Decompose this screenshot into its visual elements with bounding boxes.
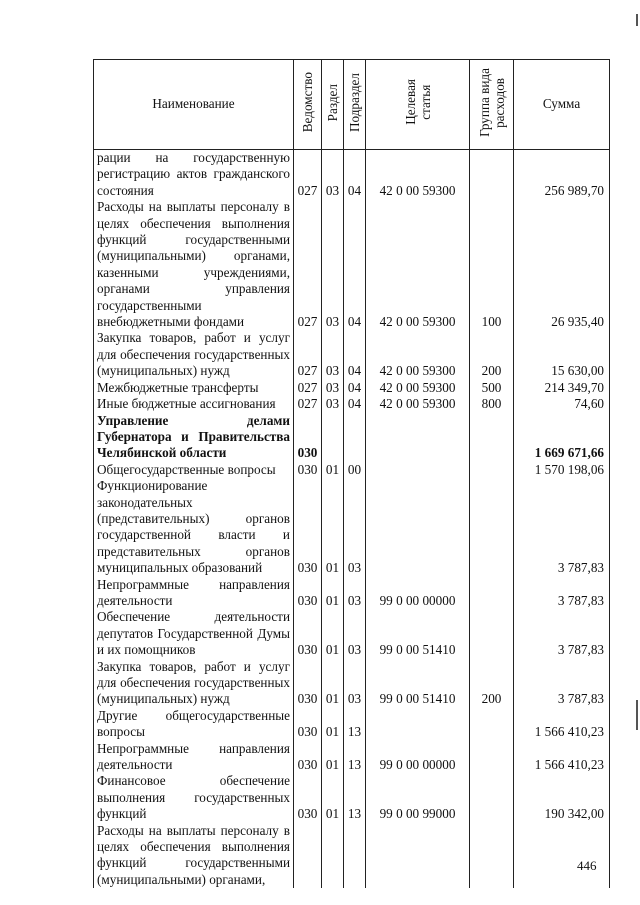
- table-row: [94, 609, 610, 658]
- row-celevaya-statya: 42 0 00 59300: [366, 330, 470, 379]
- row-podrazdel: 03: [344, 659, 366, 708]
- header-celevaya-statya-text: [403, 79, 433, 125]
- header-grp-line2: расходов: [491, 77, 507, 128]
- row-gruppa-vida: [470, 462, 514, 478]
- row-vedomstvo: 030: [294, 741, 322, 774]
- table-body: [94, 150, 610, 889]
- row-name: Закупка товаров, работ и услуг для обеспечения государственных (муниципальных) нужд: [94, 330, 294, 379]
- row-vedomstvo: 030: [294, 708, 322, 741]
- header-gruppa-vida: [470, 60, 514, 150]
- table-row: [94, 462, 610, 478]
- row-name: Функционирование законодательных (представительных) органов государственной власти и представительных органов муниципальных образований: [94, 478, 294, 576]
- row-sum: 1 669 671,66: [514, 413, 610, 462]
- table-row: [94, 413, 610, 462]
- table-row: [94, 773, 610, 822]
- row-gruppa-vida: [470, 150, 514, 200]
- row-gruppa-vida: 200: [470, 659, 514, 708]
- table-row: [94, 823, 610, 889]
- row-gruppa-vida: [470, 773, 514, 822]
- row-razdel: 03: [322, 396, 344, 412]
- row-podrazdel: 00: [344, 462, 366, 478]
- row-podrazdel: 03: [344, 609, 366, 658]
- row-podrazdel: 04: [344, 150, 366, 200]
- row-name: Другие общегосударственные вопросы: [94, 708, 294, 741]
- row-sum: 1 566 410,23: [514, 708, 610, 741]
- header-row: [94, 60, 610, 150]
- header-gruppa-vida-text: [477, 68, 507, 137]
- row-sum: 3 787,83: [514, 577, 610, 610]
- row-vedomstvo: 030: [294, 659, 322, 708]
- row-celevaya-statya: 42 0 00 59300: [366, 396, 470, 412]
- table-row: [94, 659, 610, 708]
- row-celevaya-statya: 42 0 00 59300: [366, 380, 470, 396]
- row-celevaya-statya: 99 0 00 00000: [366, 741, 470, 774]
- row-podrazdel: 04: [344, 380, 366, 396]
- row-vedomstvo: [294, 823, 322, 889]
- row-razdel: 03: [322, 150, 344, 200]
- table-row: [94, 330, 610, 379]
- row-name: Общегосударственные вопросы: [94, 462, 294, 478]
- header-podrazdel-text: Подраздел: [347, 72, 362, 132]
- row-celevaya-statya: 99 0 00 51410: [366, 609, 470, 658]
- row-sum: 15 630,00: [514, 330, 610, 379]
- row-vedomstvo: 027: [294, 396, 322, 412]
- row-vedomstvo: 027: [294, 199, 322, 330]
- row-podrazdel: 03: [344, 577, 366, 610]
- row-gruppa-vida: 100: [470, 199, 514, 330]
- row-vedomstvo: 030: [294, 773, 322, 822]
- scan-edge-mark: [636, 14, 638, 26]
- row-celevaya-statya: 99 0 00 00000: [366, 577, 470, 610]
- row-podrazdel: 04: [344, 396, 366, 412]
- row-vedomstvo: 030: [294, 478, 322, 576]
- row-podrazdel: 13: [344, 773, 366, 822]
- table-row: [94, 199, 610, 330]
- row-celevaya-statya: 99 0 00 51410: [366, 659, 470, 708]
- row-razdel: 01: [322, 609, 344, 658]
- row-gruppa-vida: [470, 708, 514, 741]
- row-name: Иные бюджетные ассигнования: [94, 396, 294, 412]
- row-podrazdel: [344, 823, 366, 889]
- row-gruppa-vida: 200: [470, 330, 514, 379]
- row-sum: 3 787,83: [514, 659, 610, 708]
- row-razdel: 03: [322, 330, 344, 379]
- row-celevaya-statya: [366, 413, 470, 462]
- row-gruppa-vida: [470, 741, 514, 774]
- row-name: Непрограммные направления деятельности: [94, 741, 294, 774]
- row-sum: 74,60: [514, 396, 610, 412]
- header-name: Наименование: [94, 60, 294, 150]
- row-vedomstvo: 027: [294, 380, 322, 396]
- row-sum: 190 342,00: [514, 773, 610, 822]
- row-name: Обеспечение деятельности депутатов Государственной Думы и их помощников: [94, 609, 294, 658]
- row-sum: 214 349,70: [514, 380, 610, 396]
- row-sum: 3 787,83: [514, 609, 610, 658]
- row-celevaya-statya: [366, 462, 470, 478]
- row-razdel: 01: [322, 659, 344, 708]
- row-sum: 256 989,70: [514, 150, 610, 200]
- row-razdel: 01: [322, 462, 344, 478]
- header-grp-line1: Группа вида: [476, 67, 492, 137]
- row-razdel: [322, 823, 344, 889]
- table-row: [94, 741, 610, 774]
- row-gruppa-vida: [470, 413, 514, 462]
- row-podrazdel: 13: [344, 708, 366, 741]
- header-podrazdel: [344, 60, 366, 150]
- row-name: Расходы на выплаты персоналу в целях обеспечения выполнения функций государственными (муниципальными) органами, казенными учреждениями, органами управления государственными внебюджетными фондами: [94, 199, 294, 330]
- table-row: [94, 478, 610, 576]
- row-sum: 1 566 410,23: [514, 741, 610, 774]
- row-vedomstvo: 030: [294, 462, 322, 478]
- table-row: [94, 708, 610, 741]
- row-podrazdel: [344, 413, 366, 462]
- row-celevaya-statya: [366, 823, 470, 889]
- row-sum: 26 935,40: [514, 199, 610, 330]
- row-vedomstvo: 030: [294, 413, 322, 462]
- row-name: Финансовое обеспечение выполнения государственных функций: [94, 773, 294, 822]
- header-cs-line1: Целевая: [402, 79, 418, 126]
- row-vedomstvo: 027: [294, 330, 322, 379]
- header-razdel: [322, 60, 344, 150]
- header-sum: Сумма: [514, 60, 610, 150]
- row-podrazdel: 13: [344, 741, 366, 774]
- row-razdel: 01: [322, 741, 344, 774]
- row-name: Закупка товаров, работ и услуг для обеспечения государственных (муниципальных) нужд: [94, 659, 294, 708]
- table-row: [94, 396, 610, 412]
- row-celevaya-statya: 99 0 00 99000: [366, 773, 470, 822]
- row-celevaya-statya: 42 0 00 59300: [366, 150, 470, 200]
- row-vedomstvo: 030: [294, 609, 322, 658]
- header-celevaya-statya: [366, 60, 470, 150]
- row-razdel: 01: [322, 478, 344, 576]
- row-name: Непрограммные направления деятельности: [94, 577, 294, 610]
- row-name: Управление делами Губернатора и Правительства Челябинской области: [94, 413, 294, 462]
- table-row: [94, 150, 610, 200]
- row-celevaya-statya: [366, 478, 470, 576]
- row-name: рации на государственную регистрацию актов гражданского состояния: [94, 150, 294, 200]
- budget-table: [93, 59, 610, 888]
- row-celevaya-statya: 42 0 00 59300: [366, 199, 470, 330]
- row-razdel: [322, 413, 344, 462]
- header-vedomstvo: [294, 60, 322, 150]
- row-sum: [514, 823, 610, 889]
- header-razdel-text: Раздел: [325, 83, 340, 121]
- row-gruppa-vida: 800: [470, 396, 514, 412]
- table-row: [94, 380, 610, 396]
- row-podrazdel: 03: [344, 478, 366, 576]
- row-vedomstvo: 030: [294, 577, 322, 610]
- row-name: Межбюджетные трансферты: [94, 380, 294, 396]
- row-razdel: 03: [322, 380, 344, 396]
- row-gruppa-vida: [470, 609, 514, 658]
- row-sum: 3 787,83: [514, 478, 610, 576]
- row-gruppa-vida: [470, 823, 514, 889]
- row-podrazdel: 04: [344, 199, 366, 330]
- row-razdel: 01: [322, 577, 344, 610]
- row-razdel: 03: [322, 199, 344, 330]
- header-cs-line2: статья: [417, 84, 433, 120]
- row-gruppa-vida: [470, 577, 514, 610]
- row-razdel: 01: [322, 773, 344, 822]
- row-gruppa-vida: [470, 478, 514, 576]
- row-razdel: 01: [322, 708, 344, 741]
- header-vedomstvo-text: Ведомство: [300, 72, 315, 133]
- row-name: Расходы на выплаты персоналу в целях обеспечения выполнения функций государственными (муниципальными) органами,: [94, 823, 294, 889]
- page-number: 446: [577, 858, 597, 873]
- table-row: [94, 577, 610, 610]
- row-vedomstvo: 027: [294, 150, 322, 200]
- row-gruppa-vida: 500: [470, 380, 514, 396]
- row-celevaya-statya: [366, 708, 470, 741]
- row-sum: 1 570 198,06: [514, 462, 610, 478]
- row-podrazdel: 04: [344, 330, 366, 379]
- scan-edge-mark: [636, 700, 638, 730]
